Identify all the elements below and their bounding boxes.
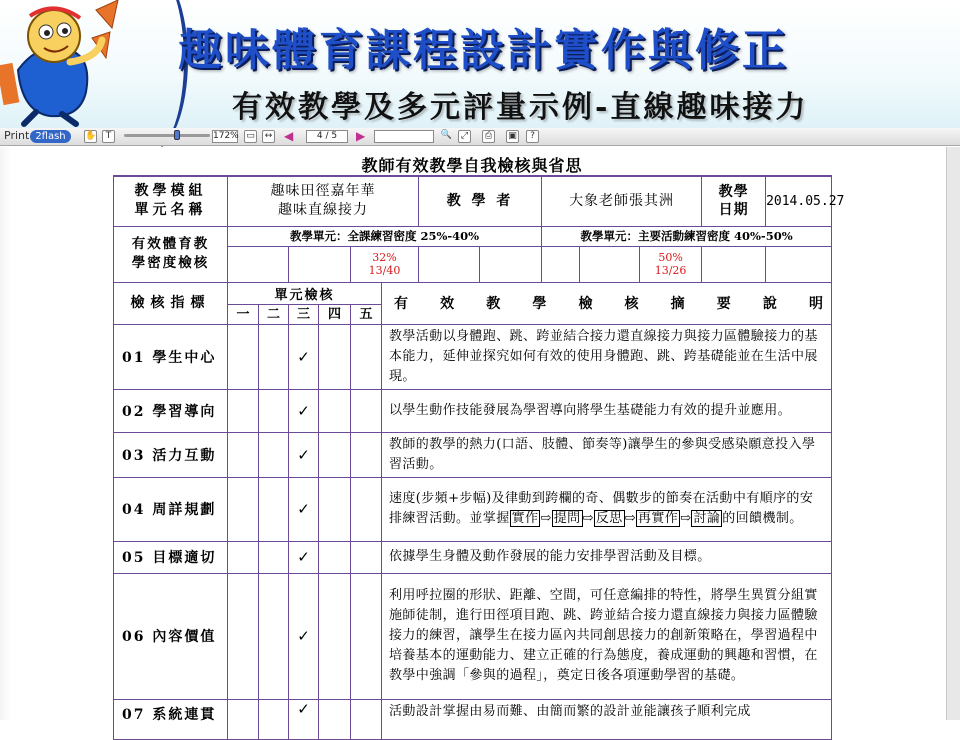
density-value-b-pct: 50%: [658, 251, 683, 264]
density-value-a: [351, 246, 419, 282]
indicator-cell: 03 活力互動: [114, 432, 228, 477]
flow-step: 提問: [553, 511, 581, 526]
summary-description: 教師的教學的熱力(口語、肢體、節奏等)讓學生的參與受感染願意投入學習活動。: [382, 432, 832, 477]
check-cell-4: [319, 699, 351, 739]
fullscreen-icon[interactable]: ⤢: [458, 130, 471, 143]
column-header-row: [114, 282, 832, 304]
summary-description: 利用呼拉圈的形狀、距離、空間，可任意編排的特性，將學生異質分組實施師徒制，進行田徑項目跑、跳、跨並結合接力還直線接力與接力區體驗接力的練習，讓學生在接力區內共同創思接力的創新策略在，學習過程中培養基本的運動能力、建立正確的行為態度，養成運動的興趣和習慣，在教學中強調「參與的過程」，奠定日後各項運動學習的基礎。: [382, 573, 832, 699]
check-mark: ✓: [289, 389, 319, 432]
check-cell-2: [259, 389, 289, 432]
flow-step: 反思: [595, 511, 623, 526]
check-cell-4: [319, 389, 351, 432]
check-cell-1: [228, 477, 259, 541]
unit-number-1: 一: [228, 304, 259, 324]
check-cell-1: [228, 573, 259, 699]
density-value-b: [640, 246, 702, 282]
density-cell-a5: [480, 246, 542, 282]
zoom-slider-thumb[interactable]: [174, 130, 180, 140]
date-value: 2014.05.27: [766, 176, 832, 226]
table-row: [114, 477, 832, 541]
density-cell-a1: [228, 246, 289, 282]
summary-column-header: [382, 282, 832, 324]
check-cell-5: [351, 324, 382, 389]
desc-text: 的回饋機制。: [722, 511, 803, 526]
teacher-label: 教 學 者: [419, 176, 542, 226]
density-cell-b5: [766, 246, 832, 282]
date-label-line1: 教學: [718, 184, 749, 201]
next-page-icon[interactable]: ▶: [356, 129, 366, 143]
check-mark: ✓: [289, 699, 319, 739]
density-cell-a4: [419, 246, 480, 282]
print2flash-logo: [4, 129, 71, 142]
indicator-cell: 06 內容價值: [114, 573, 228, 699]
indicator-cell: 07 系統連貫: [114, 699, 228, 739]
check-cell-5: [351, 477, 382, 541]
module-label-line2: 單元名稱: [134, 202, 207, 219]
summary-description: 依據學生身體及動作發展的能力安排學習活動及目標。: [382, 541, 832, 573]
density-section-a: 教學單元：全課練習密度 25%-40%: [228, 226, 542, 246]
module-value-cell: [228, 176, 419, 226]
search-icon[interactable]: 🔍: [440, 130, 453, 140]
flow-step: 再實作: [637, 511, 679, 526]
check-mark: ✓: [289, 541, 319, 573]
summary-char: 要: [716, 296, 731, 312]
table-row: [114, 573, 832, 699]
teacher-value: 大象老師張其洲: [542, 176, 702, 226]
indicator-column-header: 檢核指標: [114, 282, 228, 324]
check-mark: ✓: [289, 477, 319, 541]
viewport-scroll-edge[interactable]: [946, 147, 960, 720]
density-section-b: 教學單元：主要活動練習密度 40%-50%: [542, 226, 832, 246]
density-value-b-ratio: 13/26: [654, 264, 687, 277]
fit-width-icon[interactable]: ↔: [262, 130, 275, 143]
check-cell-5: [351, 541, 382, 573]
date-label-cell: [702, 176, 766, 226]
viewer-toolbar: [0, 128, 960, 146]
density-cell-b4: [702, 246, 766, 282]
search-input[interactable]: [374, 130, 434, 143]
summary-char: 明: [808, 296, 823, 312]
check-cell-2: [259, 573, 289, 699]
module-value-line1: 趣味田徑嘉年華: [270, 183, 376, 200]
check-cell-1: [228, 541, 259, 573]
check-cell-5: [351, 573, 382, 699]
summary-char: 學: [532, 296, 547, 312]
check-cell-5: [351, 699, 382, 739]
prev-page-icon[interactable]: ◀: [284, 129, 294, 143]
check-cell-2: [259, 477, 289, 541]
check-cell-1: [228, 432, 259, 477]
density-value-a-ratio: 13/40: [368, 264, 401, 277]
indicator-cell: 05 目標適切: [114, 541, 228, 573]
date-label-line2: 日期: [718, 202, 749, 219]
check-cell-2: [259, 432, 289, 477]
document-title: 教師有效教學自我檢核與省思: [361, 156, 583, 175]
check-cell-4: [319, 573, 351, 699]
summary-char: 核: [624, 296, 639, 312]
check-mark: ✓: [289, 324, 319, 389]
page-number-field[interactable]: 4 / 5: [306, 130, 348, 143]
unit-number-5: 五: [351, 304, 382, 324]
help-icon[interactable]: ?: [526, 130, 539, 143]
module-label-cell: [114, 176, 228, 226]
indicator-cell: 04 周詳規劃: [114, 477, 228, 541]
brand-print-text: Print: [4, 129, 30, 142]
desc-text: 速度(步頻+步幅)及律動到跨欄的奇、偶數步的節奏在活動中有順序的安排練習活動。並掌握: [389, 491, 814, 526]
summary-char: 有: [394, 296, 408, 312]
mascot-runner-icon: [0, 0, 130, 126]
summary-char: 教: [486, 296, 501, 312]
check-cell-4: [319, 432, 351, 477]
table-row: [114, 324, 832, 389]
summary-description: 活動設計掌握由易而難、由簡而繁的設計並能讓孩子順利完成: [382, 699, 832, 739]
zoom-slider[interactable]: [124, 134, 210, 137]
self-check-table: [113, 175, 845, 740]
check-mark: ✓: [289, 432, 319, 477]
density-header-row: [114, 226, 832, 246]
table-row: [114, 432, 832, 477]
header-row: [114, 176, 832, 226]
module-label-line1: 教學模組: [134, 183, 207, 200]
table-row: [114, 541, 832, 573]
density-label-line1: 有效體育教: [131, 236, 210, 252]
density-cell-b2: [580, 246, 640, 282]
check-cell-1: [228, 699, 259, 739]
check-cell-4: [319, 541, 351, 573]
summary-description: 教學活動以身體跑、跳、跨並結合接力還直線接力與接力區體驗接力的基本能力，延伸並探究如何有效的使用身體跑、跳、跨基礎能並在生活中展現。: [382, 324, 832, 389]
summary-char: 檢: [578, 296, 593, 312]
slide-subtitle: 有效教學及多元評量示例-直線趣味接力: [232, 90, 809, 125]
indicator-cell: 01 學生中心: [114, 324, 228, 389]
flow-step: 討論: [693, 511, 721, 526]
summary-description: 速度(步頻+步幅)及律動到跨欄的奇、偶數步的節奏在活動中有順序的安排練習活動。並掌握 實作 ⇨ 提問 ⇨ 反思 ⇨ 再實作 ⇨ 討論 的回饋機制。: [382, 477, 832, 541]
unit-number-4: 四: [319, 304, 351, 324]
table-row: [114, 389, 832, 432]
check-cell-1: [228, 389, 259, 432]
summary-description: 以學生動作技能發展為學習導向將學生基礎能力有效的提升並應用。: [382, 389, 832, 432]
check-cell-2: [259, 699, 289, 739]
check-cell-2: [259, 541, 289, 573]
check-cell-5: [351, 432, 382, 477]
density-label-cell: [114, 226, 228, 282]
summary-char: 摘: [670, 296, 685, 312]
slide-title: 趣味體育課程設計實作與修正: [178, 25, 789, 76]
check-cell-4: [319, 324, 351, 389]
density-cell-b1: [542, 246, 580, 282]
flow-step: 實作: [511, 511, 539, 526]
density-value-a-pct: 32%: [372, 251, 397, 264]
check-cell-2: [259, 324, 289, 389]
summary-header-text: [382, 293, 831, 313]
save-icon[interactable]: ▣: [506, 130, 519, 143]
unit-number-3: 三: [289, 304, 319, 324]
density-label-line2: 學密度檢核: [131, 255, 210, 271]
summary-char: 說: [762, 296, 777, 312]
check-cell-4: [319, 477, 351, 541]
unit-check-header: 單元檢核: [228, 282, 382, 304]
module-value-line2: 趣味直線接力: [278, 202, 369, 219]
fit-page-icon[interactable]: ▭: [244, 130, 257, 143]
check-mark: ✓: [289, 573, 319, 699]
density-cell-a2: [289, 246, 351, 282]
indicator-cell: 02 學習導向: [114, 389, 228, 432]
summary-char: 效: [440, 296, 455, 312]
brand-flash-badge: 2flash: [30, 130, 70, 143]
slide-banner: [0, 0, 960, 128]
check-cell-1: [228, 324, 259, 389]
text-select-icon[interactable]: T: [102, 130, 115, 143]
hand-icon[interactable]: ✋: [85, 131, 97, 141]
table-row: [114, 699, 832, 739]
check-cell-5: [351, 389, 382, 432]
unit-number-2: 二: [259, 304, 289, 324]
zoom-level-field[interactable]: 172%: [213, 131, 239, 141]
print-icon[interactable]: ⎙: [482, 130, 495, 143]
